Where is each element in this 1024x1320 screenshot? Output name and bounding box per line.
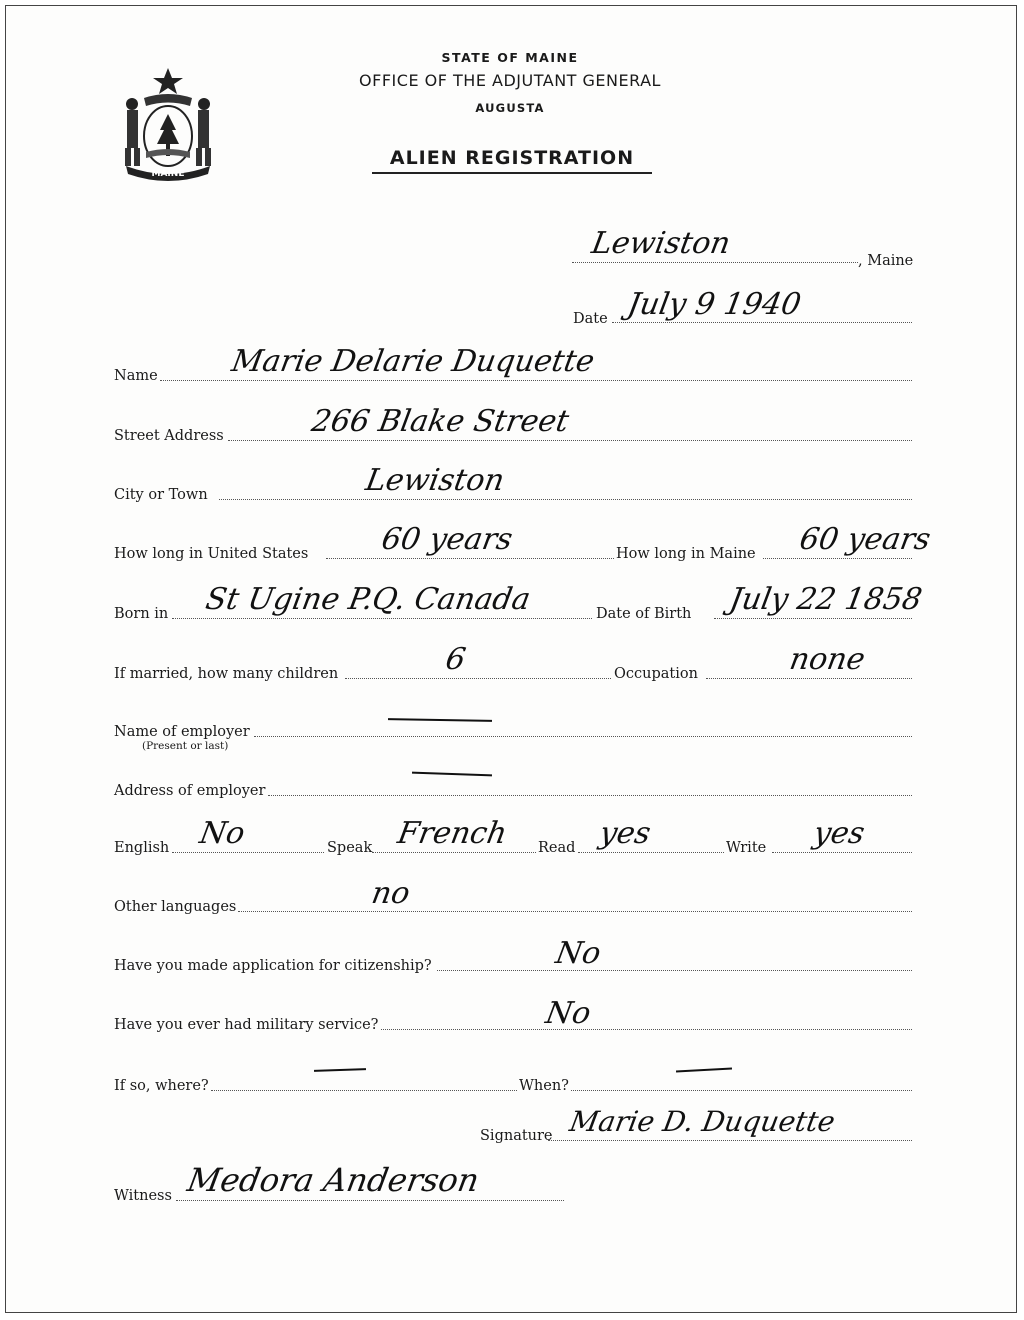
witness-label: Witness: [114, 1188, 172, 1204]
city-label: City or Town: [114, 487, 208, 503]
when-label: When?: [519, 1078, 569, 1094]
write-line: [772, 852, 912, 853]
military-value: No: [543, 996, 594, 1031]
employer-name-sublabel: (Present or last): [142, 740, 229, 752]
when-line: [571, 1090, 912, 1091]
place-suffix: , Maine: [858, 253, 914, 269]
read-label: Read: [538, 840, 576, 856]
witness-line: [176, 1200, 564, 1201]
citizenship-line: [437, 970, 912, 971]
employer-address-label: Address of employer: [114, 783, 266, 799]
how-long-us-line: [326, 558, 614, 559]
how-long-maine-line: [763, 558, 912, 559]
place-value: Lewiston: [589, 226, 733, 261]
city-line: [219, 499, 912, 500]
write-value: yes: [811, 816, 868, 851]
date-of-birth-label: Date of Birth: [596, 606, 692, 622]
name-value: Marie Delarie Duquette: [229, 344, 598, 379]
how-long-maine-value: 60 years: [797, 522, 934, 557]
date-value: July 9 1940: [625, 287, 804, 322]
occupation-value: none: [787, 642, 868, 677]
other-languages-label: Other languages: [114, 899, 237, 915]
english-label: English: [114, 840, 170, 856]
born-in-line: [172, 618, 592, 619]
employer-name-line: [254, 736, 912, 737]
other-languages-line: [238, 911, 912, 912]
citizenship-label: Have you made application for citizenship?: [114, 958, 432, 974]
citizenship-value: No: [553, 936, 604, 971]
signature-label: Signature: [480, 1128, 553, 1144]
street-address-value: 266 Blake Street: [309, 404, 572, 439]
born-in-value: St Ugine P.Q. Canada: [203, 582, 533, 617]
header-city: AUGUSTA: [475, 101, 545, 115]
how-long-us-value: 60 years: [379, 522, 516, 557]
date-of-birth-line: [714, 618, 912, 619]
speak-value: French: [395, 816, 510, 851]
seal-label: MAINE: [151, 169, 185, 179]
date-of-birth-value: July 22 1858: [727, 582, 925, 617]
how-long-us-label: How long in United States: [114, 546, 309, 562]
other-languages-value: no: [369, 876, 413, 911]
header-state: STATE OF MAINE: [441, 50, 579, 65]
children-value: 6: [443, 642, 469, 677]
street-address-line: [228, 440, 912, 441]
street-address-label: Street Address: [114, 428, 224, 444]
registration-form-page: [5, 5, 1017, 1313]
children-label: If married, how many children: [114, 666, 339, 682]
place-line: [572, 262, 858, 263]
signature-line: [548, 1140, 912, 1141]
employer-name-label: Name of employer: [114, 724, 250, 740]
name-line: [160, 380, 912, 381]
employer-address-line: [268, 795, 912, 796]
occupation-label: Occupation: [614, 666, 698, 682]
form-title: ALIEN REGISTRATION: [372, 147, 652, 174]
write-label: Write: [726, 840, 767, 856]
read-line: [578, 852, 724, 853]
where-line: [211, 1090, 517, 1091]
speak-line: [372, 852, 536, 853]
military-label: Have you ever had military service?: [114, 1017, 379, 1033]
city-value: Lewiston: [363, 463, 507, 498]
date-label: Date: [573, 311, 608, 327]
header-office: OFFICE OF THE ADJUTANT GENERAL: [359, 71, 661, 90]
read-value: yes: [597, 816, 654, 851]
military-line: [381, 1029, 912, 1030]
witness-value: Medora Anderson: [184, 1161, 483, 1199]
born-in-label: Born in: [114, 606, 169, 622]
signature-value: Marie D. Duquette: [567, 1105, 838, 1138]
how-long-maine-label: How long in Maine: [616, 546, 756, 562]
english-value: No: [197, 816, 248, 851]
children-line: [345, 678, 611, 679]
name-label: Name: [114, 368, 158, 384]
where-label: If so, where?: [114, 1078, 209, 1094]
english-line: [172, 852, 324, 853]
occupation-line: [706, 678, 912, 679]
speak-label: Speak: [327, 840, 373, 856]
